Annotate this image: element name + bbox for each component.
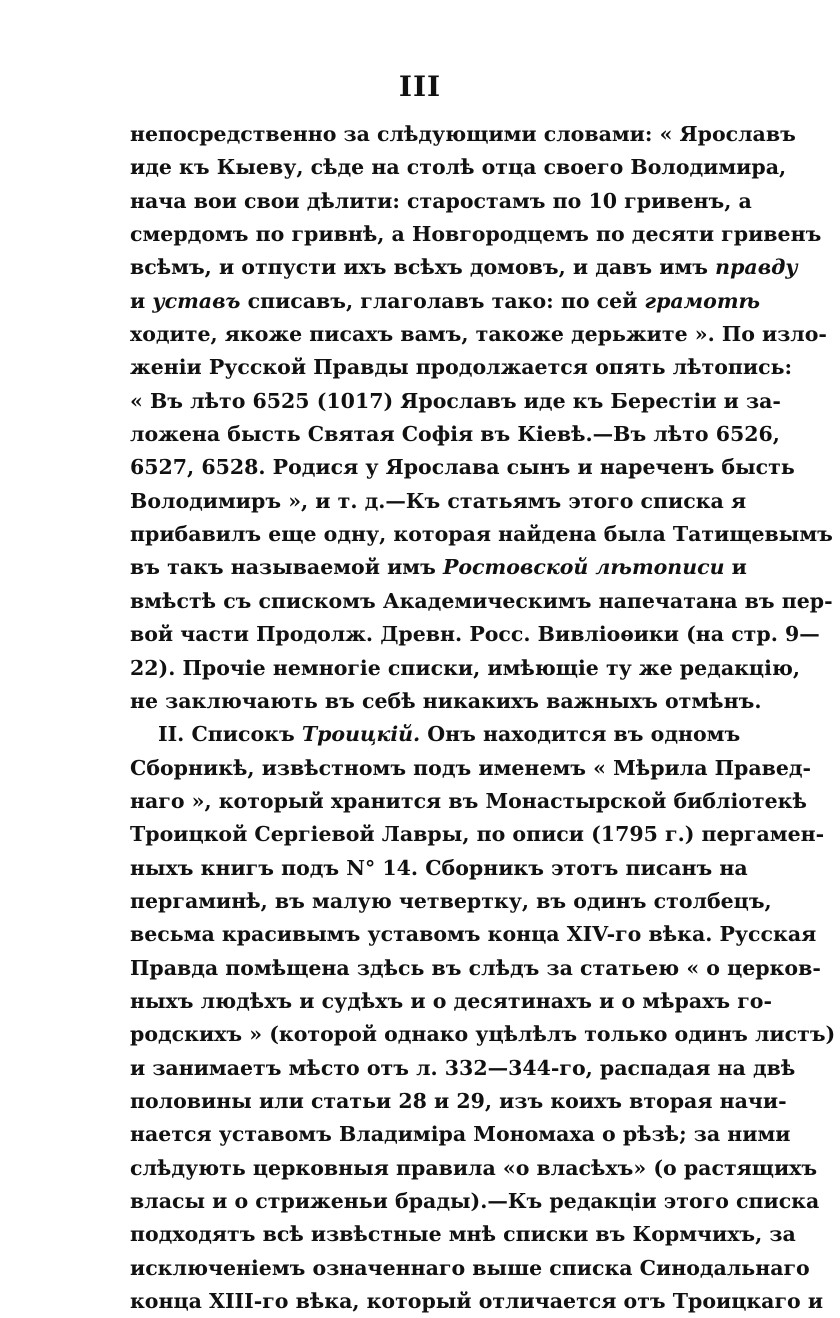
- text-line: « Въ лѣто 6525 (1017) Ярославъ иде къ Берестіи и за-: [130, 388, 781, 413]
- text-segment: и: [731, 555, 747, 580]
- text-line: вой части Продолж. Древн. Росс. Вивліоѳики (на стр. 9—: [130, 622, 820, 647]
- text-line: власы и о стриженьи брады).—Къ редакціи этого списка: [130, 1189, 820, 1213]
- text-line: женіи Русской Правды продолжается опять лѣтопись:: [130, 355, 793, 380]
- text-line: родскихъ » (которой однако уцѣлѣлъ только одинъ листъ): [130, 1022, 836, 1047]
- text-line: ложена бысть Святая Софія въ Кіевѣ.—Въ лѣто 6526,: [130, 422, 780, 447]
- text-line: прибавилъ еще одну, которая найдена была Татищевымъ: [130, 522, 833, 547]
- body-text: [130, 118, 836, 1318]
- text-line: 22). Прочіе немногіе списки, имѣющіе ту же редакцію,: [130, 655, 801, 680]
- text-line: нается уставомъ Владиміра Мономаха о рѣзѣ; за ними: [130, 1122, 791, 1147]
- text-line: [130, 551, 747, 584]
- text-line: исключеніемъ означеннаго выше списка Синодальнаго: [130, 1255, 810, 1280]
- page-number: III: [398, 70, 442, 103]
- text-line: [130, 718, 741, 751]
- text-line: конца XIII-го вѣка, который отличается отъ Троицкаго и: [130, 1289, 824, 1314]
- text-line: и занимаетъ мѣсто отъ л. 332—344-го, распадая на двѣ: [130, 1055, 796, 1080]
- text-line: [130, 285, 761, 318]
- text-line: Сборникѣ, извѣстномъ подъ именемъ « Мѣрила Правед-: [130, 755, 812, 780]
- text-line: [130, 251, 798, 284]
- text-line: подходятъ всѣ извѣстные мнѣ списки въ Кормчихъ, за: [130, 1222, 796, 1247]
- text-segment: въ такъ называемой имъ: [130, 555, 436, 580]
- italic-term: грамотѣ: [644, 288, 761, 313]
- text-line: вмѣстѣ съ спискомъ Академическимъ напечатана въ пер-: [130, 588, 833, 613]
- text-segment: II. Списокъ: [158, 722, 295, 747]
- text-line: ходите, якоже писахъ вамъ, такоже дерьжите ». По изло-: [130, 322, 827, 347]
- text-line: пергаминѣ, въ малую четвертку, въ одинъ столбецъ,: [130, 888, 772, 913]
- text-line: смердомъ по гривнѣ, а Новгородцемъ по десяти гривенъ: [130, 222, 822, 247]
- text-line: 6527, 6528. Родися у Ярослава сынъ и нареченъ бысть: [130, 455, 795, 480]
- text-line: Троицкой Сергіевой Лавры, по описи (1795 г.) пергамен-: [130, 822, 825, 847]
- text-line: половины или статьи 28 и 29, изъ коихъ вторая начи-: [130, 1088, 787, 1113]
- italic-term: уставъ: [152, 288, 241, 313]
- italic-term: Троицкій.: [301, 722, 421, 747]
- text-line: непосредственно за слѣдующими словами: « Ярославъ: [130, 122, 796, 146]
- text-line: нача вои свои дѣлити: старостамъ по 10 гривенъ, а: [130, 188, 752, 213]
- italic-term: Ростовской лѣтописи: [442, 555, 725, 580]
- text-line: Володимиръ », и т. д.—Къ статьямъ этого списка я: [130, 488, 747, 513]
- text-segment: Онъ находится въ одномъ: [427, 722, 741, 747]
- text-line: ныхъ книгъ подъ N° 14. Сборникъ этотъ писанъ на: [130, 855, 748, 880]
- text-line: Правда помѣщена здѣсь въ слѣдъ за статьею « о церков-: [130, 955, 821, 980]
- text-line: не заключають въ себѣ никакихъ важныхъ отмѣнъ.: [130, 688, 762, 713]
- text-segment: всѣмъ, и отпусти ихъ всѣхъ домовъ, и давъ имъ: [130, 255, 709, 280]
- text-line: слѣдують церковныя правила «о власѣхъ» (о растящихъ: [130, 1155, 818, 1180]
- text-line: иде къ Кыеву, сѣде на столѣ отца своего Володимира,: [130, 155, 787, 180]
- text-segment: и: [130, 288, 146, 313]
- text-line: ныхъ людѣхъ и судѣхъ и о десятинахъ и о мѣрахъ го-: [130, 988, 772, 1013]
- text-line: весьма красивымъ уставомъ конца XIV-го вѣка. Русская: [130, 922, 817, 947]
- italic-term: правду: [715, 255, 798, 280]
- text-line: наго », который хранится въ Монастырской библіотекѣ: [130, 788, 807, 813]
- text-segment: списавъ, глаголавъ тако: по сей: [247, 288, 638, 313]
